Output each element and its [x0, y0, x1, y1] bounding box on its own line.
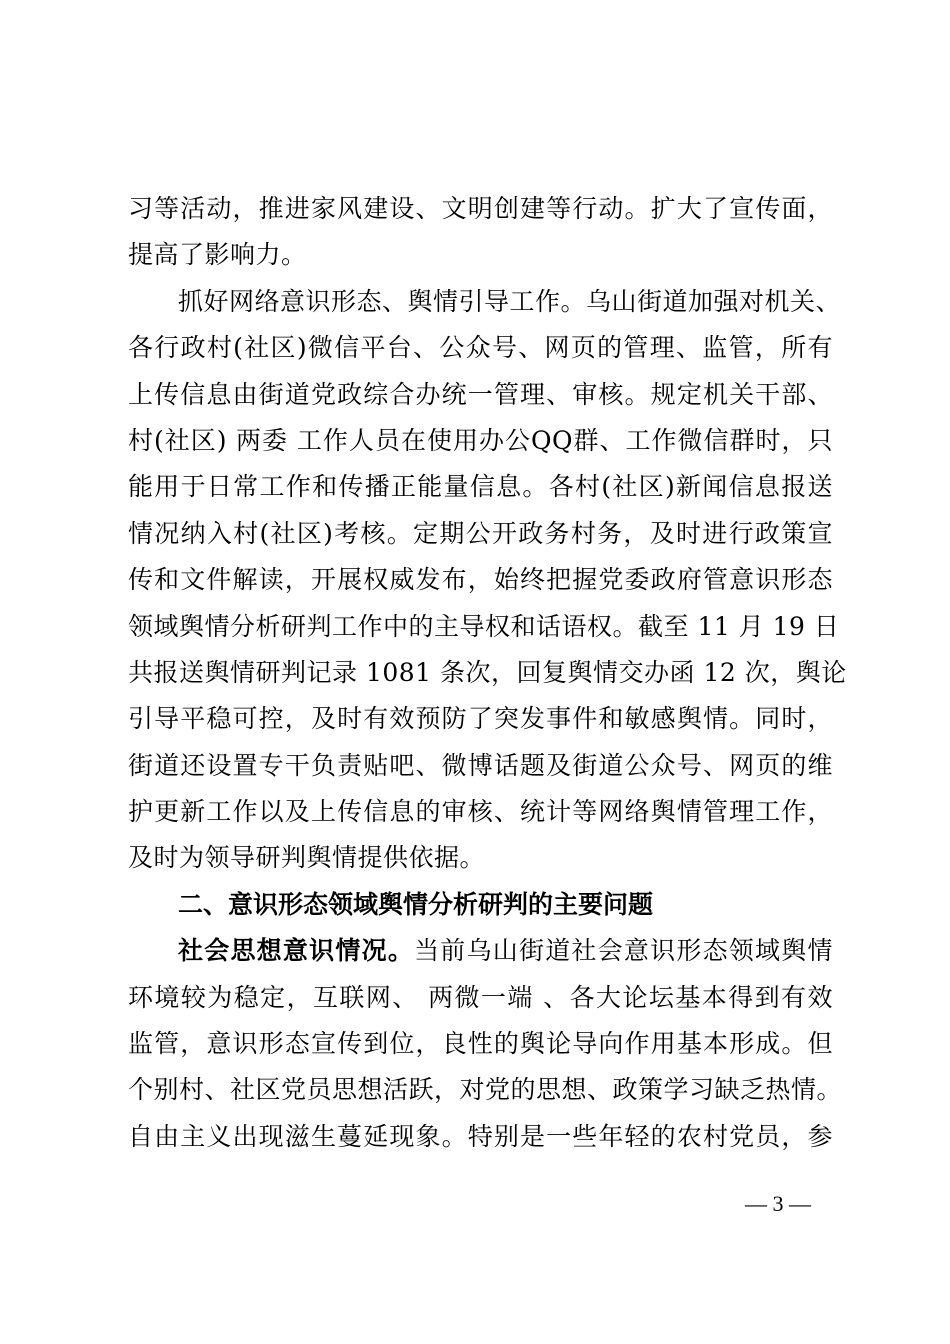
- text-line: 共报送舆情研判记录 1081 条次，回复舆情交办函 12 次，舆论: [128, 657, 847, 687]
- text-line: [128, 928, 833, 974]
- text-line: 传和文件解读，开展权威发布，始终把握党委政府管意识形态: [128, 565, 833, 595]
- body-text: [128, 186, 847, 1160]
- page-number: — 3 —: [745, 1191, 811, 1216]
- text-line: 环境较为稳定，互联网、 两微一端 、各大论坛基本得到有效: [128, 982, 833, 1012]
- text-line: 个别村、社区党员思想活跃，对党的思想、政策学习缺乏热情。: [128, 1075, 843, 1105]
- text-line: 监管，意识形态宣传到位，良性的舆论导向作用基本形成。但: [128, 1029, 833, 1059]
- section-heading: 二、意识形态领域舆情分析研判的主要问题: [178, 889, 654, 919]
- text-line: 领域舆情分析研判工作中的主导权和话语权。截至 11 月 19 日: [128, 611, 840, 641]
- text-line: 街道还设置专干负责贴吧、微博话题及街道公众号、网页的维: [128, 750, 833, 780]
- text-line: 各行政村(社区)微信平台、公众号、网页的管理、监管，所有: [128, 333, 833, 363]
- text-line: 提高了影响力。: [128, 240, 307, 270]
- text-line: 村(社区) 两委 工作人员在使用办公QQ群、工作微信群时，只: [128, 425, 833, 455]
- text-line: 抓好网络意识形态、舆情引导工作。乌山街道加强对机关、: [178, 286, 842, 316]
- paragraph-lead-rest: 当前乌山街道社会意识形态领域舆情: [414, 936, 833, 966]
- text-line: 及时为领导研判舆情提供依据。: [128, 843, 486, 873]
- text-line: 自由主义出现滋生蔓延现象。特别是一些年轻的农村党员，参: [128, 1121, 833, 1151]
- text-line: 习等活动，推进家风建设、文明创建等行动。扩大了宣传面，: [128, 194, 833, 223]
- text-line: 上传信息由街道党政综合办统一管理、审核。规定机关干部、: [128, 379, 833, 409]
- text-line: 护更新工作以及上传信息的审核、统计等网络舆情管理工作，: [128, 797, 833, 827]
- text-line: 能用于日常工作和传播正能量信息。各村(社区)新闻信息报送: [128, 472, 833, 502]
- text-line: 引导平稳可控，及时有效预防了突发事件和敏感舆情。同时，: [128, 704, 833, 734]
- text-line: 情况纳入村(社区)考核。定期公开政务村务，及时进行政策宣: [128, 518, 833, 548]
- paragraph-lead: 社会思想意识情况。: [178, 936, 415, 966]
